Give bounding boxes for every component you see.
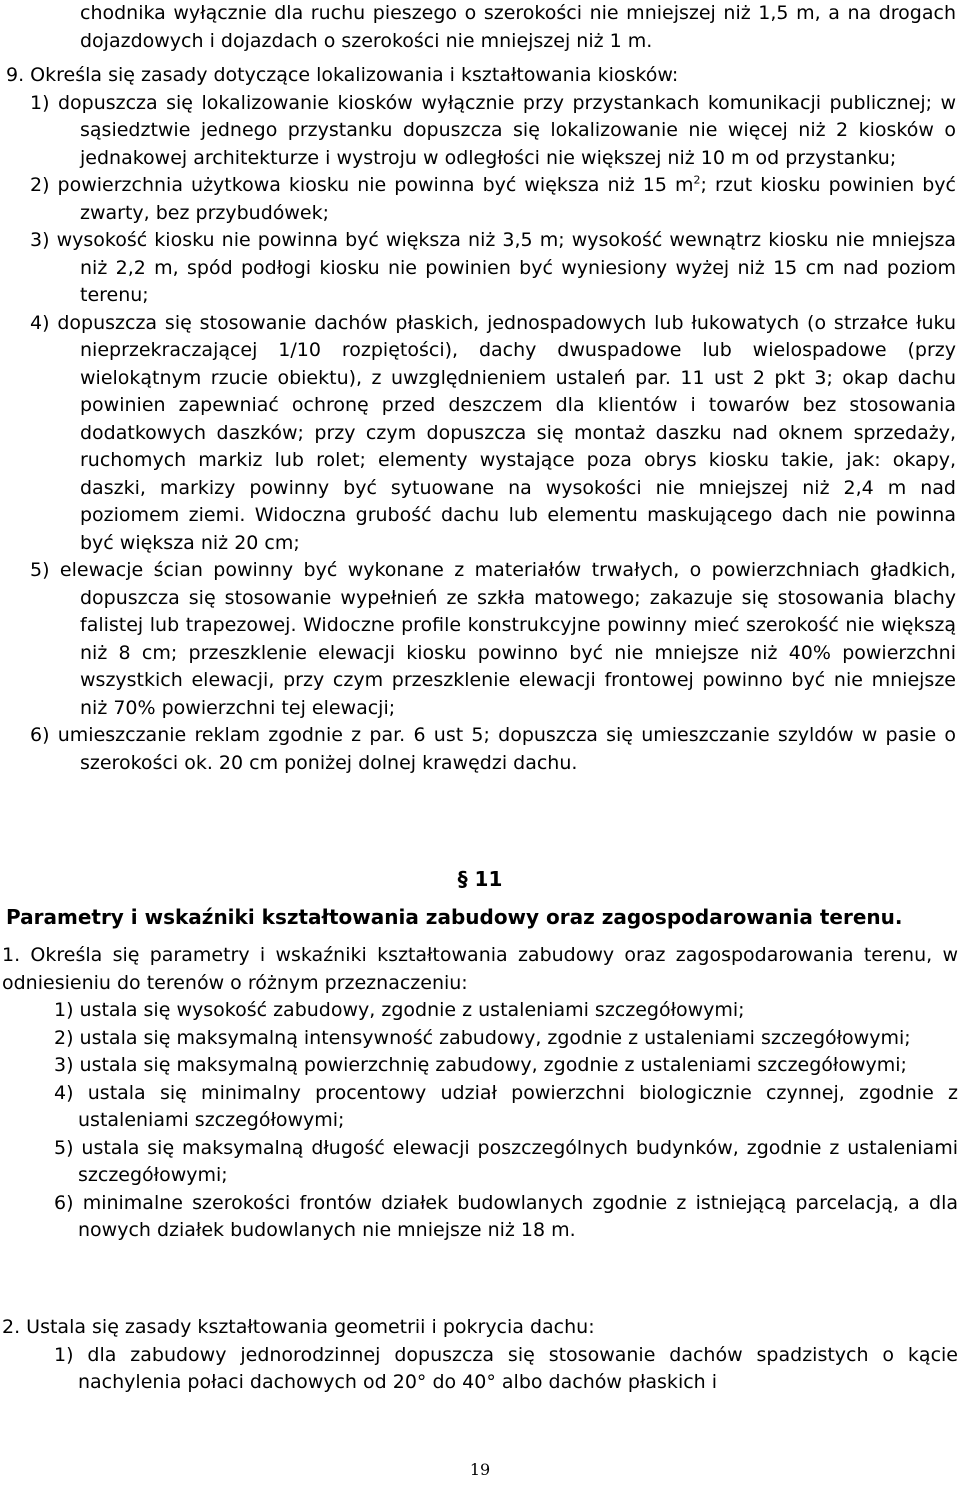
- list-item: 4) dopuszcza się stosowanie dachów płaskich, jednospadowych lub łukowatych (o strzałce łuku nieprzekraczającej 1/10 rozpiętości), dachy dwuspadowe lub wielospadowe (przy wielokątnym rzucie obiektu), z uwzględnieniem ustaleń par. 11 ust 2 pkt 3; okap dachu powinien zapewniać ochronę przed deszczem dla klientów i towarów bez stosowania dodatkowych daszków; przy czym dopuszcza się montaż daszku nad oknem sprzedaży, ruchomych markiz lub rolet; elementy wystające poza obrys kiosku takie, jak: okapy, daszki, markizy powinny być sytuowane na wysokości nie mniejszej niż 2,4 m nad poziomem ziemi. Widoczna grubość dachu lub elementu maskującego dach nie powinna być większa niż 20 cm;: [30, 311, 956, 554]
- section-1: [2, 942, 958, 1245]
- list-item: 1) dopuszcza się lokalizowanie kiosków wyłącznie przy przystankach komunikacji publicznej; w sąsiedztwie jednego przystanku dopuszcza się lokalizowanie nie więcej niż 2 kiosków o jednakowej architekturze i wystroju w odległości nie większej niż 10 m od przystanku;: [30, 91, 956, 169]
- section-title: Parametry i wskaźniki kształtowania zabudowy oraz zagospodarowania terenu.: [6, 905, 903, 929]
- list-item: [6, 172, 956, 227]
- continuation-paragraph: [80, 0, 956, 55]
- list-item: 1) dla zabudowy jednorodzinnej dopuszcza się stosowanie dachów spadzistych o kącie nachylenia połaci dachowych od 20° do 40° albo dachów płaskich i: [54, 1343, 958, 1393]
- section-9: [6, 62, 956, 777]
- paragraph-heading: [0, 866, 960, 894]
- list-item: 6) umieszczanie reklam zgodnie z par. 6 ust 5; dopuszcza się umieszczanie szyldów w pasie o szerokości ok. 20 cm poniżej dolnej krawędzi dachu.: [30, 724, 956, 774]
- list-item: 6) minimalne szerokości frontów działek budowlanych zgodnie z istniejącą parcelacją, a dla nowych działek budowlanych nie mniejsze niż 18 m.: [54, 1191, 958, 1241]
- list-item: 3) ustala się maksymalną powierzchnię zabudowy, zgodnie z ustaleniami szczegółowymi;: [54, 1054, 907, 1076]
- list-item: 5) elewacje ścian powinny być wykonane z materiałów trwałych, o powierzchniach gładkich, dopuszcza się stosowanie wypełnień ze szkła matowego; zakazuje się stosowania blachy falistej lub trapezowej. Widoczne profile konstrukcyjne powinny mieć szerokość nie większą niż 8 cm; przeszklenie elewacji kiosku powinno być nie mniejsze niż 40% powierzchni wszystkich elewacji, przy czym przeszklenie elewacji frontowej powinno być nie mniejsze niż 70% powierzchni tej elewacji;: [30, 559, 956, 719]
- page-number: 19: [469, 1460, 491, 1479]
- section-2: [2, 1314, 958, 1397]
- list-item: 3) wysokość kiosku nie powinna być większa niż 3,5 m; wysokość wewnątrz kiosku nie mniejsza niż 2,2 m, spód podłogi kiosku nie powinien być wyniesiony wyżej niż 15 cm nad poziom terenu;: [30, 229, 956, 306]
- section-9-intro: 9. Określa się zasady dotyczące lokalizowania i kształtowania kiosków:: [6, 64, 679, 86]
- paragraph-heading-text: § 11: [457, 867, 503, 891]
- section-1-intro: 1. Określa się parametry i wskaźniki kształtowania zabudowy oraz zagospodarowania terenu, w odniesieniu do terenów o różnym przeznaczeniu:: [2, 944, 958, 994]
- list-item: 1) ustala się wysokość zabudowy, zgodnie z ustaleniami szczegółowymi;: [54, 999, 745, 1021]
- section-2-intro: 2. Ustala się zasady kształtowania geometrii i pokrycia dachu:: [2, 1316, 595, 1338]
- list-item: 2) ustala się maksymalną intensywność zabudowy, zgodnie z ustaleniami szczegółowymi;: [54, 1026, 911, 1049]
- superscript: 2: [693, 173, 701, 187]
- list-item: 5) ustala się maksymalną długość elewacji poszczególnych budynków, zgodnie z ustaleniami szczegółowymi;: [54, 1136, 958, 1186]
- list-item-text-rest: ; rzut kiosku powinien być zwarty, bez przybudówek;: [80, 174, 956, 224]
- list-item: 4) ustala się minimalny procentowy udział powierzchni biologicznie czynnej, zgodnie z ustaleniami szczegółowymi;: [54, 1081, 958, 1131]
- continuation-text: chodnika wyłącznie dla ruchu pieszego o szerokości nie mniejszej niż 1,5 m, a na drogach dojazdowych i dojazdach o szerokości nie mniejszej niż 1 m.: [80, 2, 956, 52]
- list-item-text: 2) powierzchnia użytkowa kiosku nie powinna być większa niż 15 m: [30, 174, 694, 196]
